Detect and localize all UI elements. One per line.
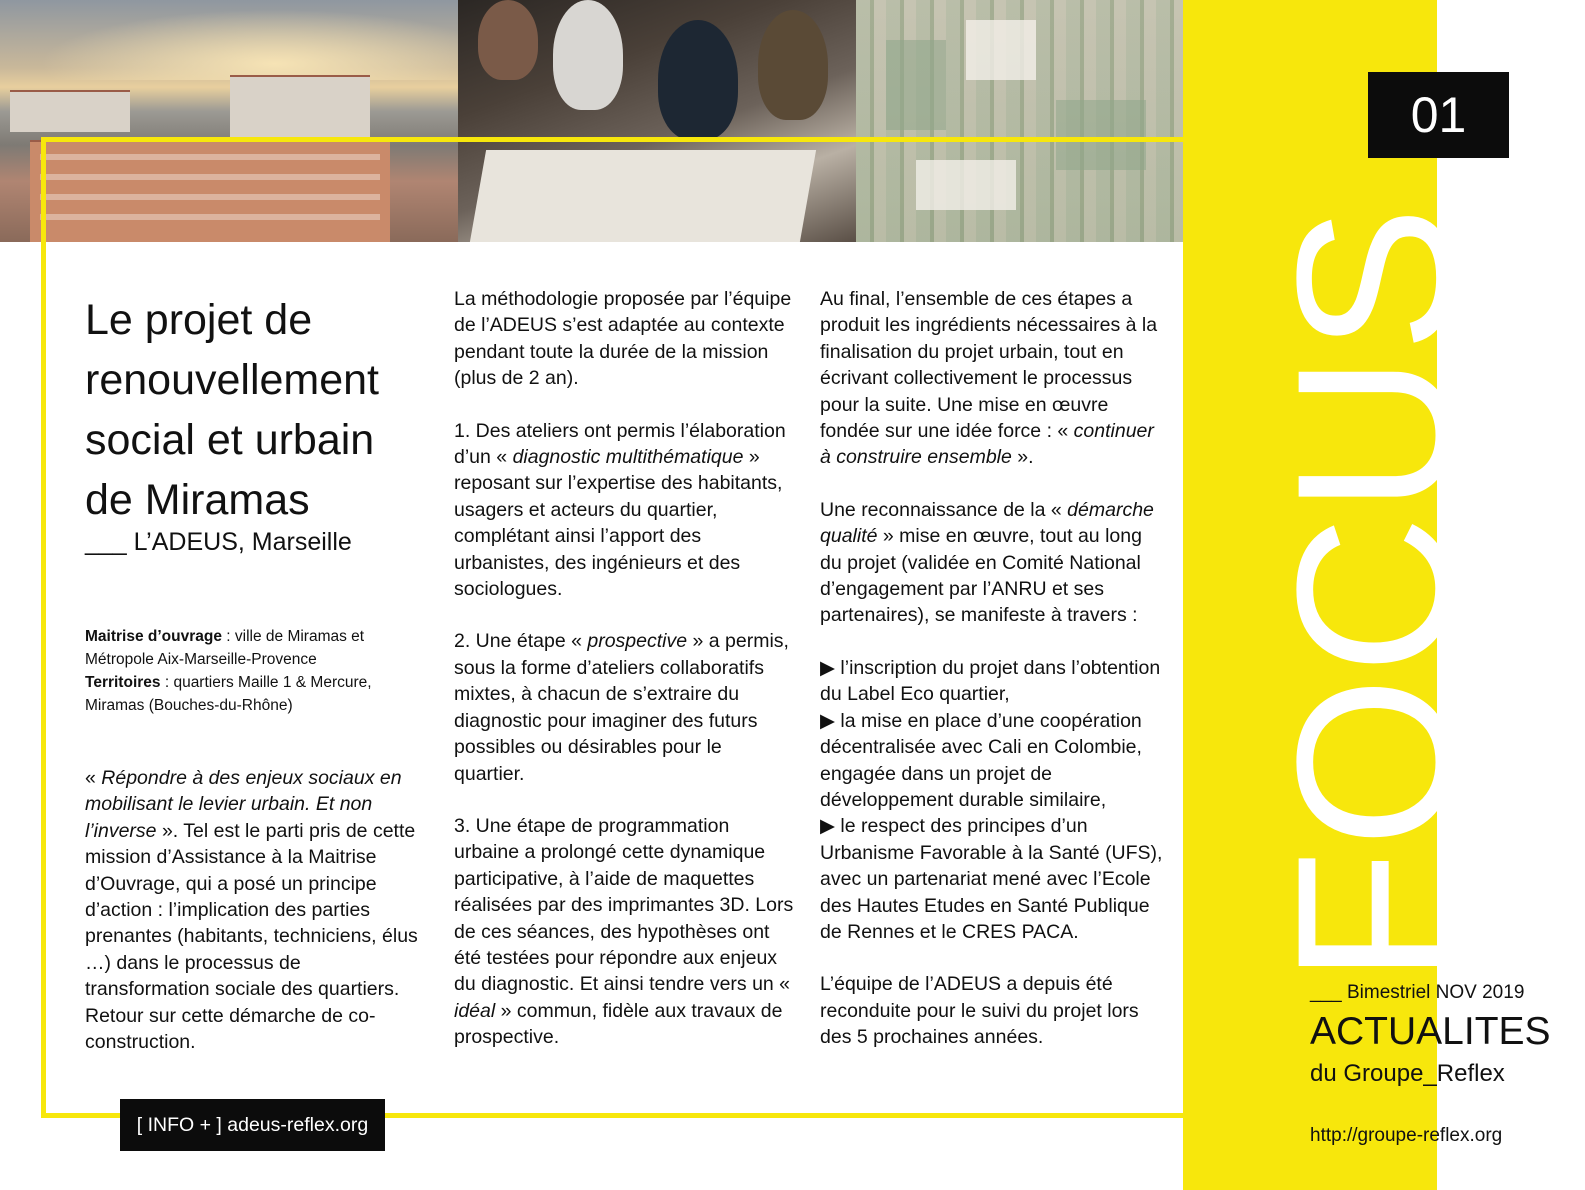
building <box>230 75 370 137</box>
project-meta <box>85 625 425 717</box>
territoires-label: Territoires <box>85 674 161 691</box>
person <box>758 10 828 120</box>
paragraph <box>454 418 794 603</box>
intro-paragraph <box>85 765 420 1055</box>
text: » reposant sur l’expertise des habitants, usagers et acteurs du quartier, complétant ainsi l’apport des urbanistes, des ingénieurs et des sociologues. <box>454 446 783 601</box>
column-methodology <box>454 286 794 1077</box>
text: 2. Une étape « <box>454 630 588 653</box>
plan-block <box>886 40 946 130</box>
person <box>658 20 738 140</box>
plan-block <box>966 20 1036 80</box>
text: » mise en œuvre, tout au long du projet (validée en Comité National d’engagement par l’ANRU et ses partenaires), se manifeste à travers : <box>820 525 1142 627</box>
paragraph <box>820 497 1165 629</box>
bullet-item: ▶ la mise en place d’une coopération décentralisée avec Cali en Colombie, engagée dans un projet de développement durable similaire, <box>820 709 1142 811</box>
paragraph: L’équipe de l’ADEUS a depuis été reconduite pour le suivi du projet lors des 5 prochaines années. <box>820 973 1139 1049</box>
issue-number-box <box>1368 72 1509 158</box>
text: Une reconnaissance de la « <box>820 498 1068 521</box>
emphasis: démarche qualité <box>820 498 1154 548</box>
text: » a permis, sous la forme d’ateliers collaboratifs mixtes, à chacun de s’extraire du diagnostic pour imaginer des futurs possibles ou désirables pour le quartier. <box>454 630 789 785</box>
territoires-value: : quartiers Maille 1 & Mercure, Miramas (Bouches-du-Rhône) <box>85 674 372 714</box>
emphasis: diagnostic multithématique <box>512 446 744 469</box>
bullet-list <box>820 655 1165 945</box>
text: Au final, l’ensemble de ces étapes a produit les ingrédients nécessaires à la finalisation du projet urbain, tout en écrivant collectivement le processus pour la suite. Une mise en œuvre fondée sur une idée force : « <box>820 288 1158 443</box>
paragraph <box>454 628 794 786</box>
person <box>478 0 538 80</box>
person <box>553 0 623 110</box>
bullet-item: ▶ l’inscription du projet dans l’obtention du Label Eco quartier, <box>820 656 1161 706</box>
issue-number: 01 <box>1410 87 1467 143</box>
info-link[interactable]: [ INFO + ] adeus-reflex.org <box>136 1113 369 1136</box>
publication-subtitle: du Groupe_Reflex <box>1310 1060 1505 1087</box>
maitrise-label: Maitrise d’ouvrage <box>85 628 222 645</box>
article-title: Le projet de renouvellement social et urbain de Miramas <box>85 296 380 524</box>
paragraph <box>454 813 794 1051</box>
text: ». <box>1011 446 1034 469</box>
emphasis: continuer à construire ensemble <box>820 420 1154 469</box>
article-byline: ___ L’ADEUS, Marseille <box>85 528 352 556</box>
emphasis: idéal <box>454 999 496 1022</box>
paragraph <box>820 286 1165 471</box>
info-link-box[interactable] <box>120 1099 385 1151</box>
periodicity: ___ Bimestriel NOV 2019 <box>1310 982 1525 1003</box>
website-link[interactable]: http://groupe-reflex.org <box>1310 1125 1503 1146</box>
text: 1. Des ateliers ont permis l’élaboration d’un « <box>454 419 786 469</box>
bullet-item: ▶ le respect des principes d’un Urbanisme Favorable à la Santé (UFS), avec un partenariat mené avec l’Ecole des Hautes Etudes en Santé Publique de Rennes et le CRES PACA. <box>820 815 1163 943</box>
quote-open: « <box>85 767 102 789</box>
column-intro <box>85 765 420 1081</box>
intro-quote: Répondre à des enjeux sociaux en mobilisant le levier urbain. Et non l’inverse <box>85 767 402 842</box>
sky <box>0 0 458 80</box>
maitrise-value: : ville de Miramas et Métropole Aix-Marseille-Provence <box>85 628 365 668</box>
text: » commun, fidèle aux travaux de prospective. <box>454 999 783 1049</box>
focus-vertical-title: FOCUS <box>1251 204 1497 984</box>
publication-title: ACTUALITES <box>1310 1010 1551 1053</box>
column-outcome <box>820 286 1165 1077</box>
text: 3. Une étape de programmation urbaine a prolongé cette dynamique participative, à l’aide de maquettes réalisées par des imprimantes 3D. Lors de ces séances, des hypothèses ont été testées pour répondre aux enjeux du diagnostic. Et ainsi tendre vers un « <box>454 814 794 996</box>
building <box>10 90 130 132</box>
paragraph: La méthodologie proposée par l’équipe de l’ADEUS s’est adaptée au contexte pendant toute la durée de la mission (plus de 2 an). <box>454 288 792 390</box>
intro-text: ». Tel est le parti pris de cette mission d’Assistance à la Maitrise d’Ouvrage, qui a posé un principe d’action : l’implication des parties prenantes (habitants, techniciens, élus …) dans le processus de transformation sociale des quartiers. Retour sur cette démarche de co-construction. <box>85 819 418 1054</box>
emphasis: prospective <box>587 630 688 653</box>
